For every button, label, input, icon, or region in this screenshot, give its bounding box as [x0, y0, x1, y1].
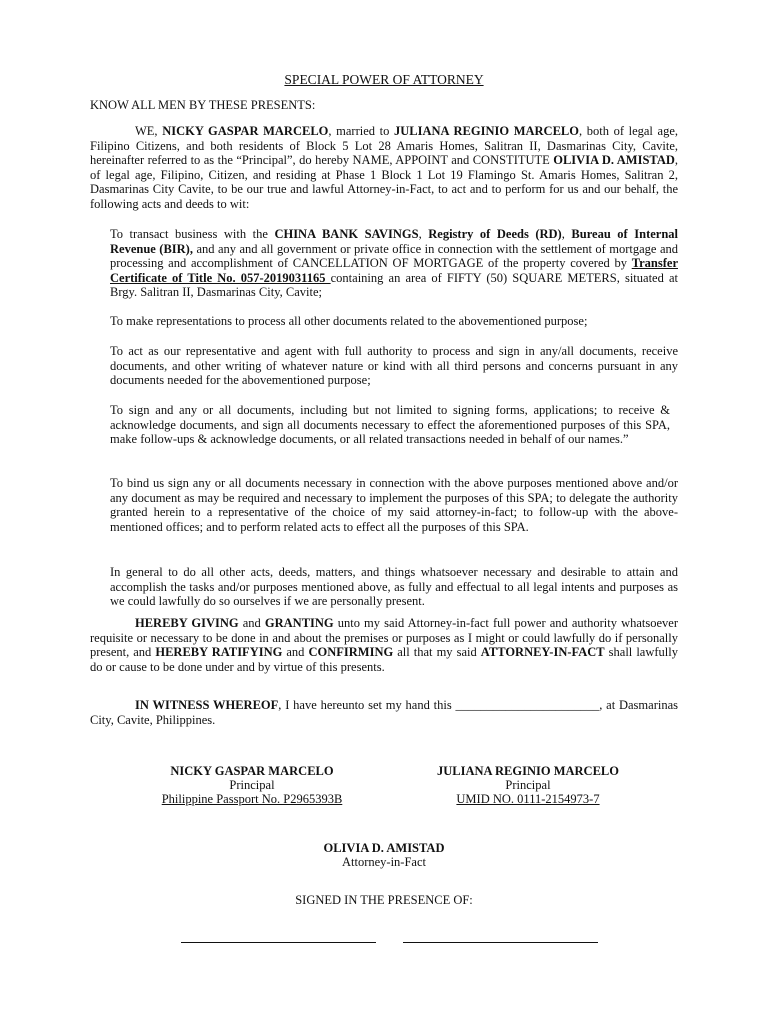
clause-6: In general to do all other acts, deeds, matters, and things whatsoever necessary and desirable to attain and accomplish the tasks and/or purposes mentioned above, as fully and effectual to all legal intents and purposes as we could lawfully do so ourselves if we are personally present.: [110, 565, 678, 608]
hereby-and1: and: [238, 616, 265, 630]
hereby-c: shall lawfully do or cause to be done under and by virtue of this presents.: [90, 645, 678, 674]
document-title: SPECIAL POWER OF ATTORNEY: [284, 72, 484, 87]
hereby-granting: GRANTING: [264, 616, 334, 630]
hereby-b: all that my said: [393, 645, 481, 659]
witness-signature-line-2: [403, 942, 598, 943]
intro-we: WE,: [135, 124, 163, 138]
principal1-name: NICKY GASPAR MARCELO: [162, 124, 329, 138]
intro-mid: , both of legal age, Filipino Citizens, and both residents of Block 5 Lot 28 Amaris Homes, Salitran II, Dasmarinas City, Cavite, hereinafter referred to as the “Principal”, do hereby NAME, APPOINT and CONSTITUTE: [90, 124, 678, 167]
hereby-giving: HEREBY GIVING: [135, 616, 239, 630]
title-number: Transfer Certificate of Title No. 057-2019031165: [110, 256, 678, 285]
signatory-role: Principal: [229, 778, 275, 792]
signatory-role: Principal: [505, 778, 551, 792]
clause-5: To bind us sign any or all documents necessary in connection with the above purposes mentioned above and/or any document as may be required and necessary to implement the purposes of this SPA; to delegate the authority granted herein to a representative of the choice of my said attorney-in-fact; to follow-up with the above-mentioned offices; and to perform related acts to effect all the purposes of this SPA.: [110, 476, 678, 534]
hereby-ratifying: HEREBY RATIFYING: [155, 645, 283, 659]
hereby-and2: and: [282, 645, 309, 659]
attorney-sig-name: OLIVIA D. AMISTAD: [323, 841, 445, 855]
clause1-e: containing an area of FIFTY (50) SQUARE METERS, situated at Brgy. Salitran II, Dasmarinas City, Cavite;: [110, 270, 678, 299]
signature-block-principal-2: [416, 764, 640, 806]
bir-name: Bureau of Internal Revenue (BIR),: [110, 227, 679, 256]
intro-married: , married to: [328, 124, 394, 138]
clause1-c: ,: [561, 227, 572, 241]
hereby-aif: ATTORNEY-IN-FACT: [480, 645, 605, 659]
bank-name: CHINA BANK SAVINGS: [274, 227, 419, 241]
signature-block-attorney: [284, 841, 484, 869]
witness-paragraph: [90, 698, 678, 727]
witness-text: , I have hereunto set my hand this _______________________, at Dasmarinas City, Cavite, Philippines.: [90, 698, 678, 727]
attorney-sig-role: Attorney-in-Fact: [341, 855, 426, 869]
intro-end: , of legal age, Filipino, Citizen, and residing at Phase 1 Block 1 Lot 19 Flamingo St. Amaris Homes, Salitran 2, Dasmarinas City Cavite, to be our true and lawful Attorney-in-Fact, to act and to perform for us and our behalf, the following acts and deeds to wit:: [90, 153, 678, 211]
clause1-a: To transact business with the: [110, 227, 275, 241]
clause1-b: ,: [418, 227, 429, 241]
signatory-name: NICKY GASPAR MARCELO: [170, 764, 334, 778]
clause-1: [110, 227, 678, 300]
clause-4: To sign and any or all documents, including but not limited to signing forms, applications; to receive & acknowledge documents, and sign all documents necessary to effect the aforementioned purposes of this SPA, make follow-ups & acknowledge documents, or all related transactions needed in behalf of our names.”: [110, 403, 670, 446]
witness-signature-line-1: [181, 942, 376, 943]
signatory-name: JULIANA REGINIO MARCELO: [437, 764, 619, 778]
registry-deeds: Registry of Deeds (RD): [428, 227, 562, 241]
intro-paragraph: [90, 124, 678, 211]
witness-label: IN WITNESS WHEREOF: [135, 698, 279, 712]
principal2-name: JULIANA REGINIO MARCELO: [394, 124, 579, 138]
presence-label: SIGNED IN THE PRESENCE OF:: [295, 893, 473, 907]
hereby-paragraph: [90, 616, 678, 674]
clause-2: To make representations to process all other documents related to the abovementioned purpose;: [110, 314, 588, 328]
signature-block-principal-1: [140, 764, 364, 806]
clause1-d: and any and all government or private office in connection with the settlement of mortgage and processing and accomplishment of CANCELLATION OF MORTGAGE of the property covered by: [110, 241, 678, 270]
signatory-id: Philippine Passport No. P2965393B: [161, 792, 343, 806]
signatory-id: UMID NO. 0111-2154973-7: [456, 792, 600, 806]
clause-3: To act as our representative and agent with full authority to process and sign in any/all documents, receive documents, and other writing of whatever nature or kind with all third persons and concerns pursuant in any documents needed for the abovementioned purpose;: [110, 344, 678, 387]
attorney-name: OLIVIA D. AMISTAD: [553, 153, 675, 167]
greeting: KNOW ALL MEN BY THESE PRESENTS:: [90, 98, 316, 112]
hereby-a: unto my said Attorney-in-fact full power and authority whatsoever requisite or necessary to be done in and about the premises or purposes as I might or could lawfully do if personally present, and: [90, 616, 678, 659]
hereby-confirming: CONFIRMING: [308, 645, 394, 659]
